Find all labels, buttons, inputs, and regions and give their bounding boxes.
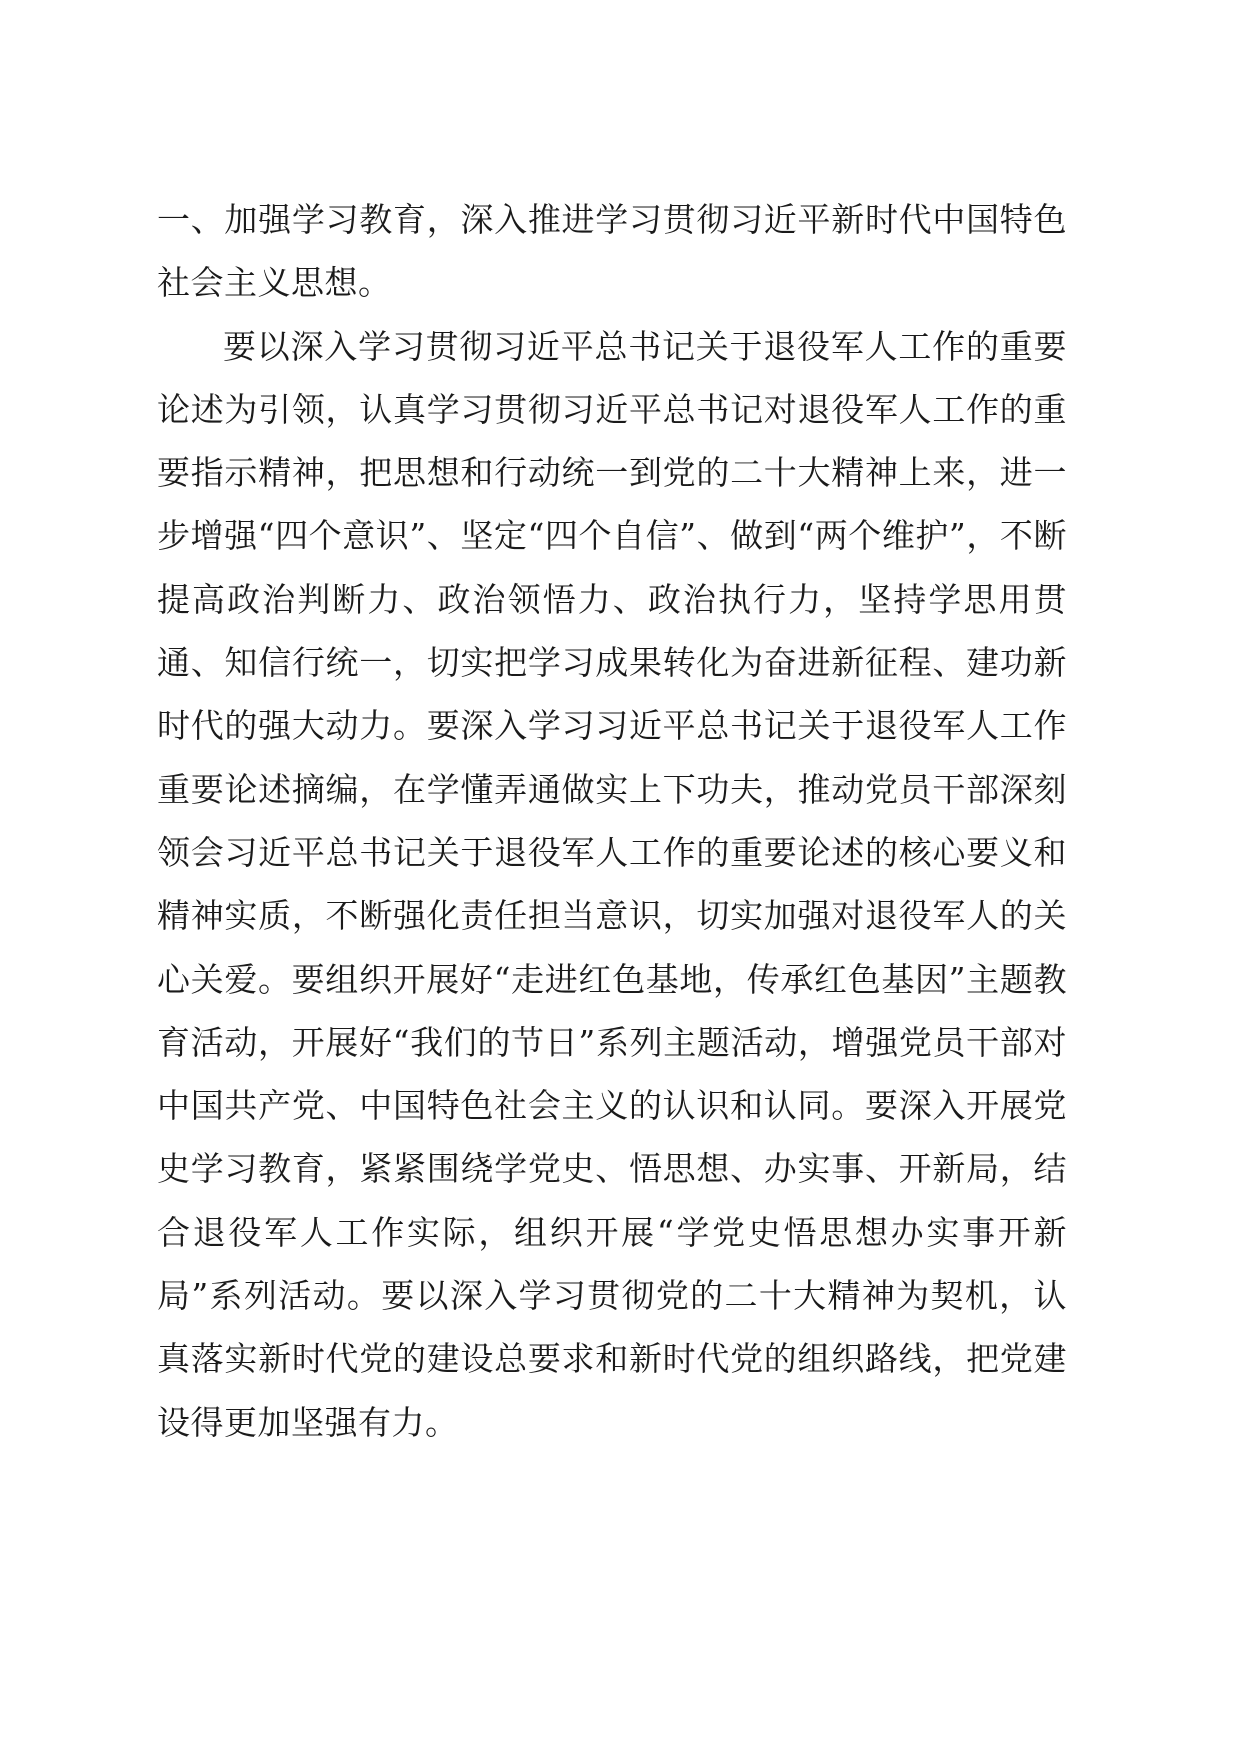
body-paragraph: 要以深入学习贯彻习近平总书记关于退役军人工作的重要论述为引领，认真学习贯彻习近平总书记对退役军人工作的重要指示精神，把思想和行动统一到党的二十大精神上来，进一步增强“四个意识”、坚定“四个自信”、做到“两个维护”，不断提高政治判断力、政治领悟力、政治执行力，坚持学思用贯通、知信行统一，切实把学习成果转化为奋进新征程、建功新时代的强大动力。要深入学习习近平总书记关于退役军人工作重要论述摘编，在学懂弄通做实上下功夫，推动党员干部深刻领会习近平总书记关于退役军人工作的重要论述的核心要义和精神实质，不断强化责任担当意识，切实加强对退役军人的关心关爱。要组织开展好“走进红色基地，传承红色基因”主题教育活动，开展好“我们的节日”系列主题活动，增强党员干部对中国共产党、中国特色社会主义的认识和认同。要深入开展党史学习教育，紧紧围绕学党史、悟思想、办实事、开新局，结合退役军人工作实际，组织开展“学党史悟思想办实事开新局”系列活动。要以深入学习贯彻党的二十大精神为契机，认真落实新时代党的建设总要求和新时代党的组织路线，把党建设得更加坚强有力。 (157, 326, 1067, 1442)
section-heading: 一、加强学习教育，深入推进学习贯彻习近平新时代中国特色社会主义思想。 (157, 200, 1067, 303)
document-body (157, 188, 1067, 1454)
